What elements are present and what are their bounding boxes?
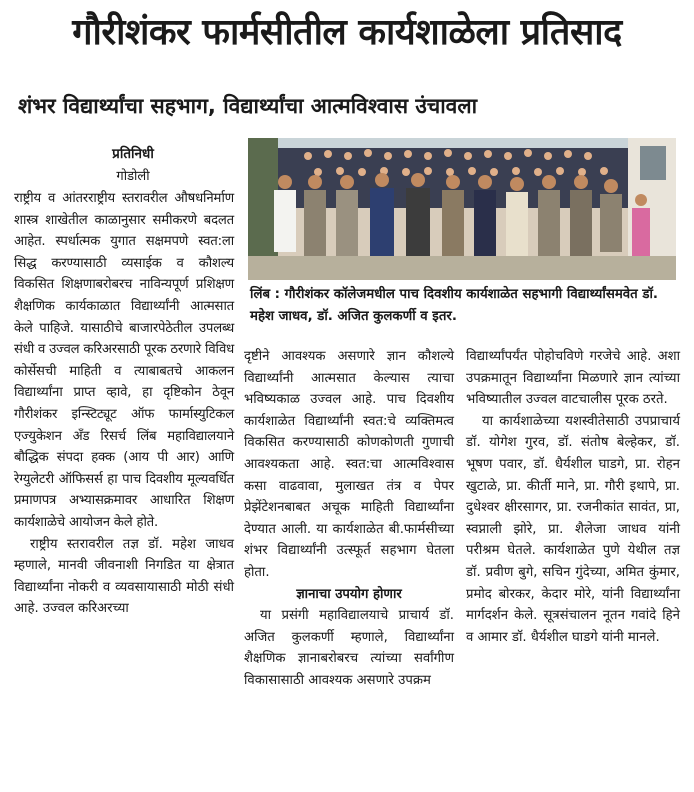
dateline: गोडोली <box>116 169 150 184</box>
article-column-2 <box>244 346 454 692</box>
paragraph: राष्ट्रीय स्तरावरील तज्ञ डॉ. महेश जाधव म्हणाले, मानवी जीवनाशी निगडित या क्षेत्रात विद्यार्थ्यांना नोकरी व व्यवसायासाठी मोठी संधी आहे. उज्वल करिअरच्या <box>14 536 234 617</box>
paragraph: राष्ट्रीय व आंतरराष्ट्रीय स्तरावरील औषधनिर्माण शास्त्र शाखेतील काळानुसार समीकरणे बदलत आहेत. स्पर्धात्मक युगात सक्षमपणे स्वत:ला सिद्ध करण्यासाठी व्यसाईक व कौशल्य विकसित शिक्षणाबरोबरच नाविन्यपूर्ण प्रशिक्षण शैक्षणिक कार्यकाळात विद्यार्थ्यांनी आत्मसात केले पाहिजे. यासाठीचे बाजारपेठेतील उपलब्ध संधी व उज्वल करिअरसाठी पूरक ठरणारे विविध कोर्सेसची माहिती व त्याबाबतचे आकलन विद्यार्थ्यांना प्राप्त व्हावे, हा दृष्टिकोन ठेवून गौरीशंकर इन्स्टिट्यूट ऑफ फार्मास्युटिकल एज्युकेशन अँड रिसर्च लिंब महाविद्यालयाने बौद्धिक संपदा हक्क (आय पी आर) आणि रेग्युलेटरी ऑफिसर्स हा पाच दिवशीय मूल्यवर्धित प्रमाणपत्र अभ्यासक्रमावर आधारित शिक्षण कार्यशाळेचे आयोजन केले होते. <box>14 191 234 530</box>
paragraph: या कार्यशाळेच्या यशस्वीतेसाठी उपप्राचार्य डॉ. योगेश गुरव, डॉ. संतोष बेल्हेकर, डॉ. भूषण पवार, डॉ. धैर्यशील घाडगे, प्रा. रोहन खुटाळे, प्रा. कीर्ती माने, प्रा. गौरी इथापे, प्रा. दुधेश्वर क्षीरसागर, प्रा. रजनीकांत सावंत, प्रा, स्वप्नाली झोरे, प्रा. शैलेजा जाधव यांनी परीश्रम घेतले. कार्यशाळेत पुणे येथील तज्ञ डॉ. प्रवीण बुगे, सचिन गुंदेच्या, अमित कुंमार, प्रमोद बोरकर, केदार मोरे, यांनी विद्यार्थ्यांना मार्गदर्शन केले. सूत्रसंचालन नूतन गवांदे हिने व आमार डॉ. धैर्यशील घाडगे यांनी मानले. <box>466 413 680 645</box>
section-subtitle: ज्ञानाचा उपयोग होणार <box>296 586 402 602</box>
subheadline: शंभर विद्यार्थ्यांचा सहभाग, विद्यार्थ्यांचा आत्मविश्वास उंचावला <box>18 94 478 118</box>
news-photo <box>248 138 676 280</box>
paragraph: विद्यार्थ्यांपर्यंत पोहोचविणे गरजेचे आहे. अशा उपक्रमातून विद्यार्थ्यांना मिळणारे ज्ञान त्यांच्या भविष्यातील उज्वल वाटचालीस पूरक ठरते. <box>466 349 680 408</box>
group-photo-illustration <box>248 138 676 280</box>
article-column-1 <box>14 188 234 620</box>
photo-caption: लिंब : गौरीशंकर कॉलेजमधील पाच दिवशीय कार्यशाळेत सहभागी विद्यार्थ्यांसमवेत डॉ. महेश जाधव, डॉ. अजित कुलकर्णी व इतर. <box>250 287 658 324</box>
headline: गौरीशंकर फार्मसीतील कार्यशाळेला प्रतिसाद <box>72 12 622 53</box>
byline: प्रतिनिधी <box>112 146 154 162</box>
paragraph: दृष्टीने आवश्यक असणारे ज्ञान कौशल्ये विद्यार्थ्यांनी आत्मसात केल्यास त्याचा भविष्यकाळ उज्वल आहे. पाच दिवशीय कार्यशाळेत विद्यार्थ्यांनी स्वत:चे व्यक्तिमत्व विकसित करण्यासाठी कोणकोणती गुणाची आवश्यकता आहे. स्वत:चा आत्मविश्वास कसा वाढवावा, मुलाखत तंत्र व पेपर प्रेझेंटेशनबाबत अचूक माहिती विद्यार्थ्यांना देण्यात आली. या कार्यशाळेत बी.फार्मसीच्या शंभर विद्यार्थ्यांनी उत्स्फूर्त सहभाग घेतला होता. <box>244 349 454 580</box>
article-column-3 <box>466 346 680 648</box>
paragraph: या प्रसंगी महाविद्यालयाचे प्राचार्य डॉ. अजित कुलकर्णी म्हणाले, विद्यार्थ्यांना शैक्षणिक ज्ञानाबरोबरच त्यांच्या सर्वांगीण विकासासाठी आवश्यक असणारे उपक्रम <box>244 608 454 688</box>
